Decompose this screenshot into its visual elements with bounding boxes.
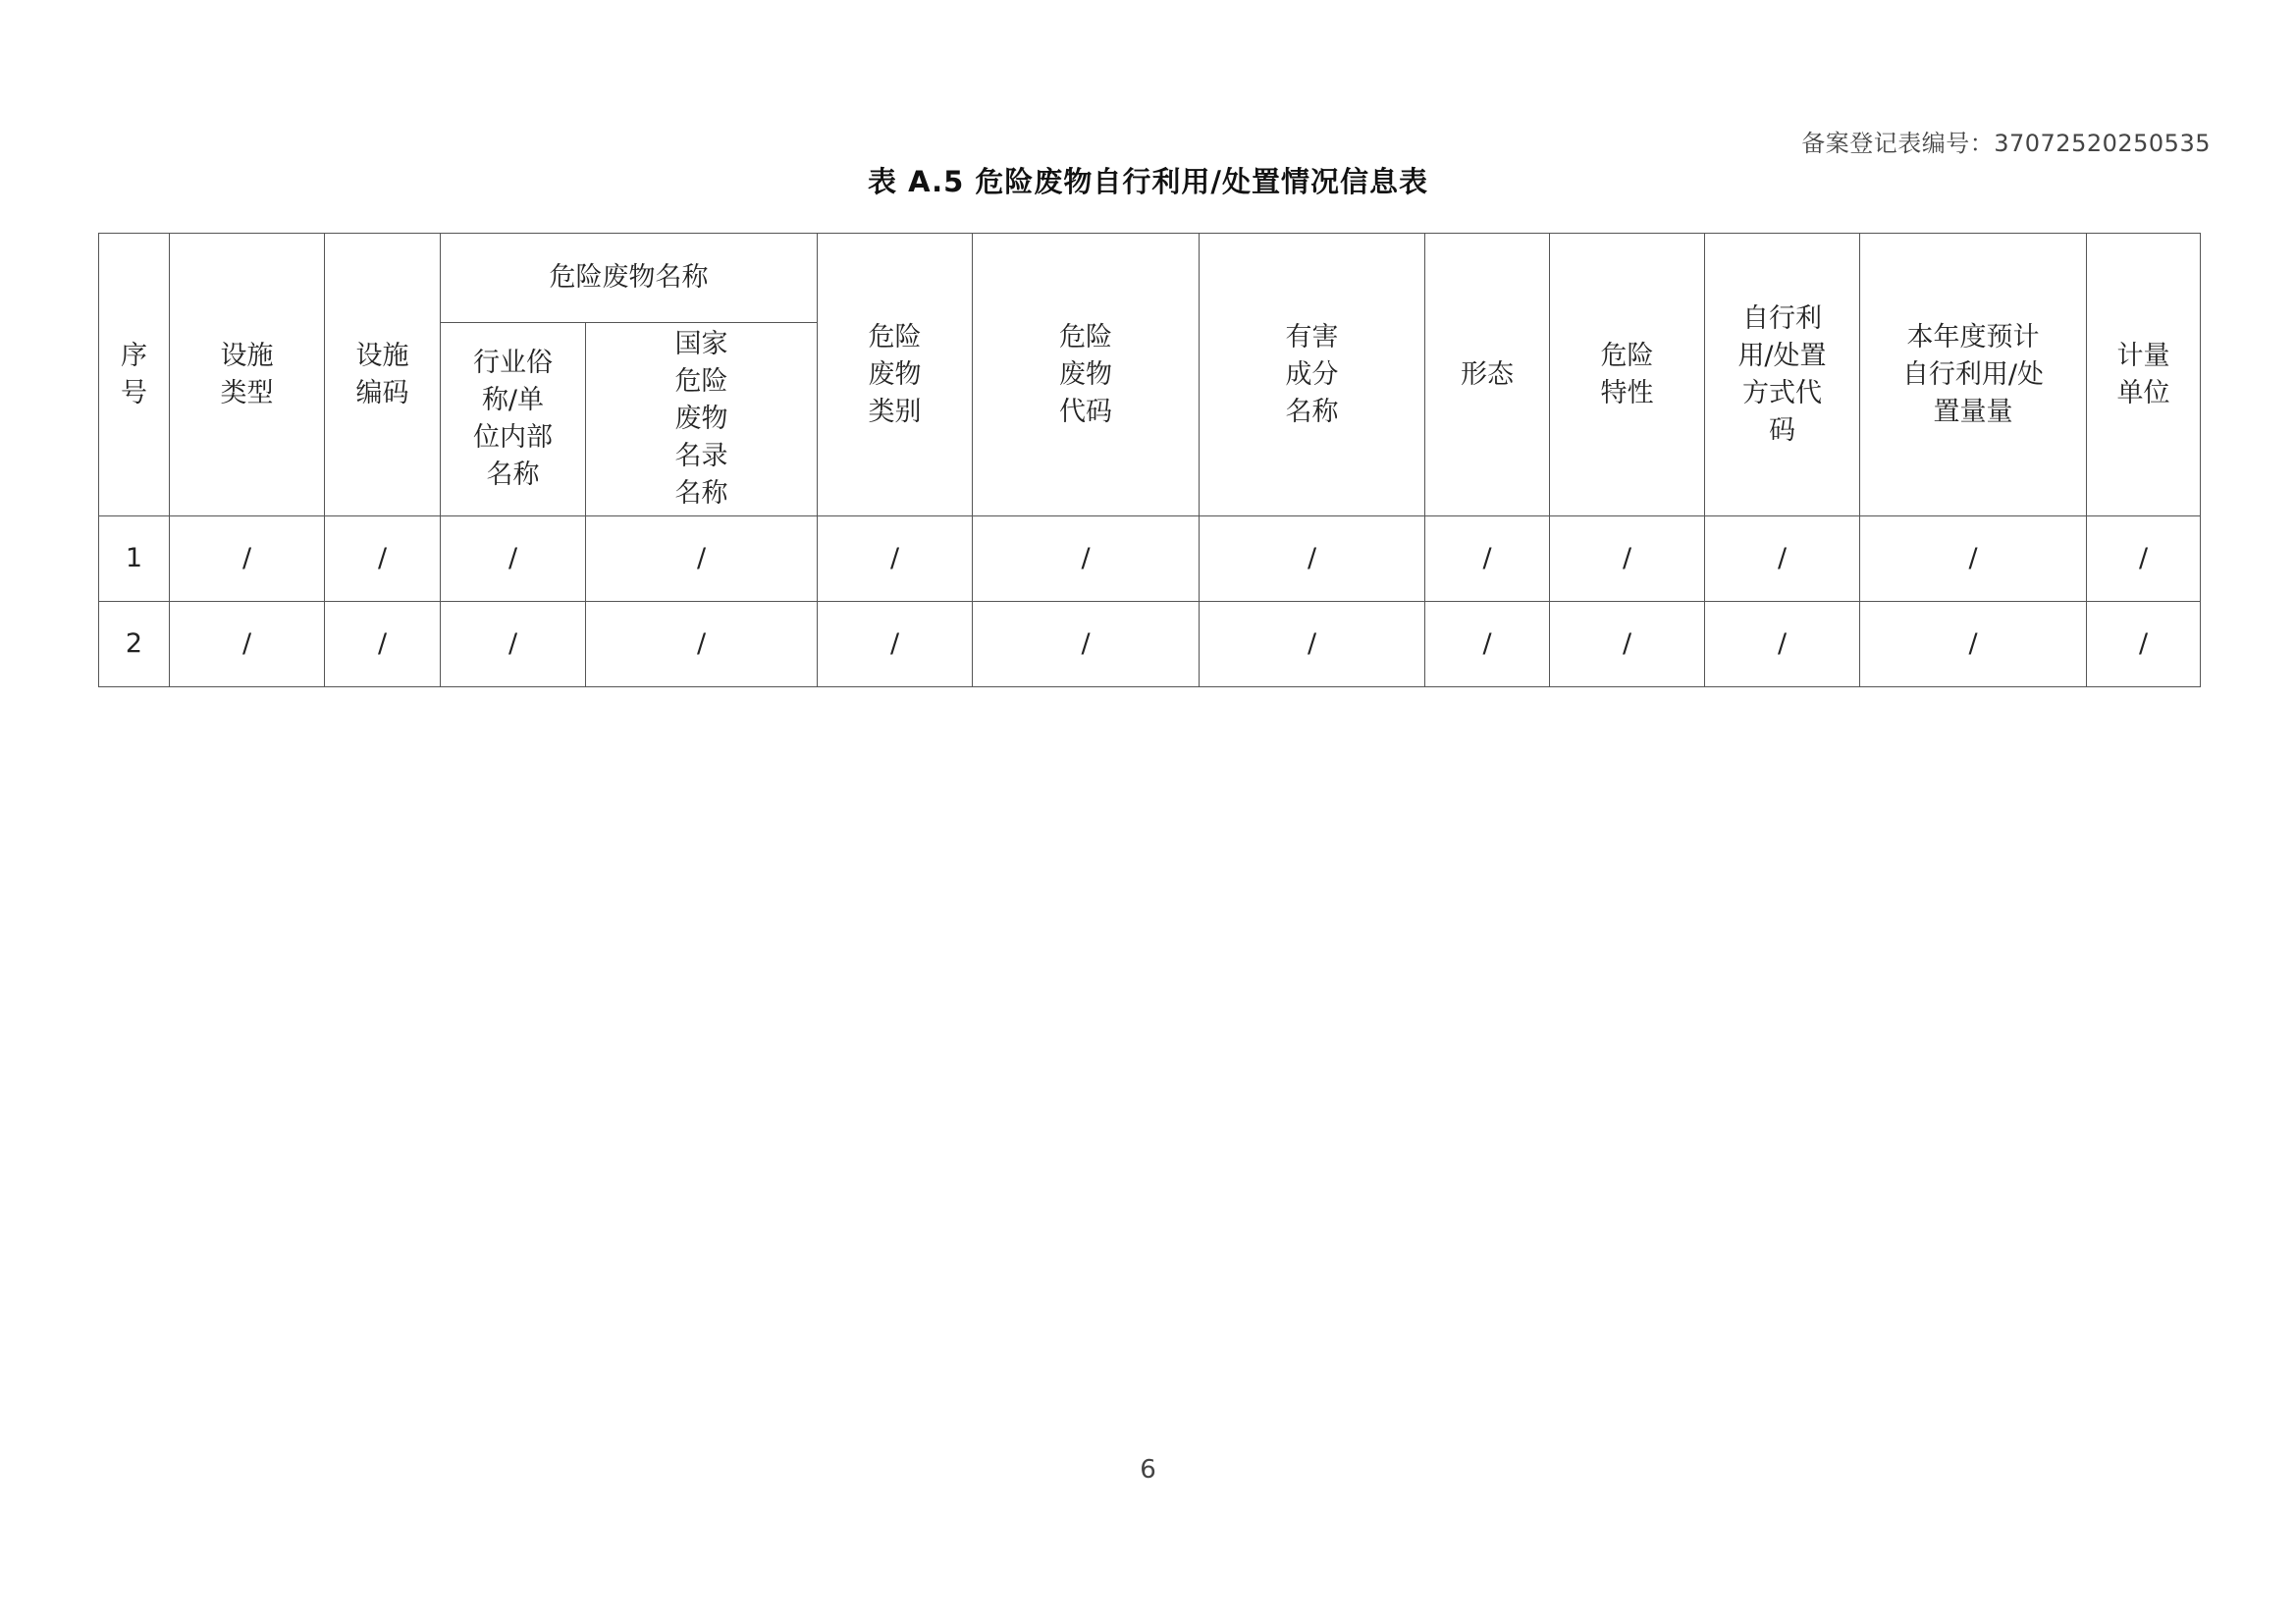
table-cell: / [441,602,586,687]
table-cell: / [1550,516,1705,602]
header-national-catalog-name-text: 国家 危险 废物 名录 名称 [674,329,728,509]
header-facility-type-text: 设施 类型 [220,340,274,408]
hazardous-waste-info-table [98,233,2201,687]
table-cell: / [1200,602,1425,687]
table-cell: / [1705,602,1860,687]
table-cell: / [1705,516,1860,602]
header-unit-text: 计量 单位 [2116,340,2170,408]
table-cell: / [1200,516,1425,602]
table-cell: / [170,516,325,602]
table-cell: / [2087,516,2201,602]
header-disposal-method-code [1705,234,1860,516]
header-industry-name [441,323,586,516]
page-number: 6 [1140,1455,1156,1485]
table-cell: / [325,516,441,602]
header-waste-code [973,234,1200,516]
table-cell: / [441,516,586,602]
header-annual-amount-text: 本年度预计 自行利用/处 置量量 [1901,321,2045,427]
table-cell: / [325,602,441,687]
table-row [99,602,2201,687]
table-title: 表 A.5 危险废物自行利用/处置情况信息表 [868,165,1428,198]
header-hazard-property [1550,234,1705,516]
header-unit [2087,234,2201,516]
table-cell: / [973,602,1200,687]
row-seq: 1 [99,516,170,602]
table-cell: / [1425,516,1550,602]
header-harmful-components-text: 有害 成分 名称 [1285,321,1339,427]
table-cell: / [1860,516,2087,602]
header-facility-code [325,234,441,516]
table-cell: / [818,516,973,602]
table-cell: / [2087,602,2201,687]
header-facility-code-text: 设施 编码 [355,340,409,408]
table-cell: / [1425,602,1550,687]
header-facility-type [170,234,325,516]
header-waste-code-text: 危险 废物 代码 [1059,321,1112,427]
table-cell: / [818,602,973,687]
header-waste-category [818,234,973,516]
header-harmful-components [1200,234,1425,516]
header-industry-name-text: 行业俗 称/单 位内部 名称 [473,348,553,490]
row-seq: 2 [99,602,170,687]
header-waste-name-group [441,234,818,323]
header-national-catalog-name [586,323,818,516]
header-seq [99,234,170,516]
table-cell: / [586,602,818,687]
table-cell: / [1860,602,2087,687]
header-hazard-property-text: 危险 特性 [1600,340,1654,408]
header-row-top [99,234,2201,323]
header-annual-amount [1860,234,2087,516]
header-seq-text: 序 号 [121,340,147,408]
table-cell: / [586,516,818,602]
header-waste-category-text: 危险 废物 类别 [868,321,922,427]
header-form [1425,234,1550,516]
header-form-text: 形态 [1461,358,1514,390]
header-waste-name-group-text: 危险废物名称 [549,262,709,293]
table-cell: / [170,602,325,687]
registration-number: 备案登记表编号：37072520250535 [1801,130,2211,157]
table-cell: / [1550,602,1705,687]
table-row [99,516,2201,602]
header-disposal-method-code-text: 自行利 用/处置 方式代 码 [1737,302,1827,446]
table-cell: / [973,516,1200,602]
